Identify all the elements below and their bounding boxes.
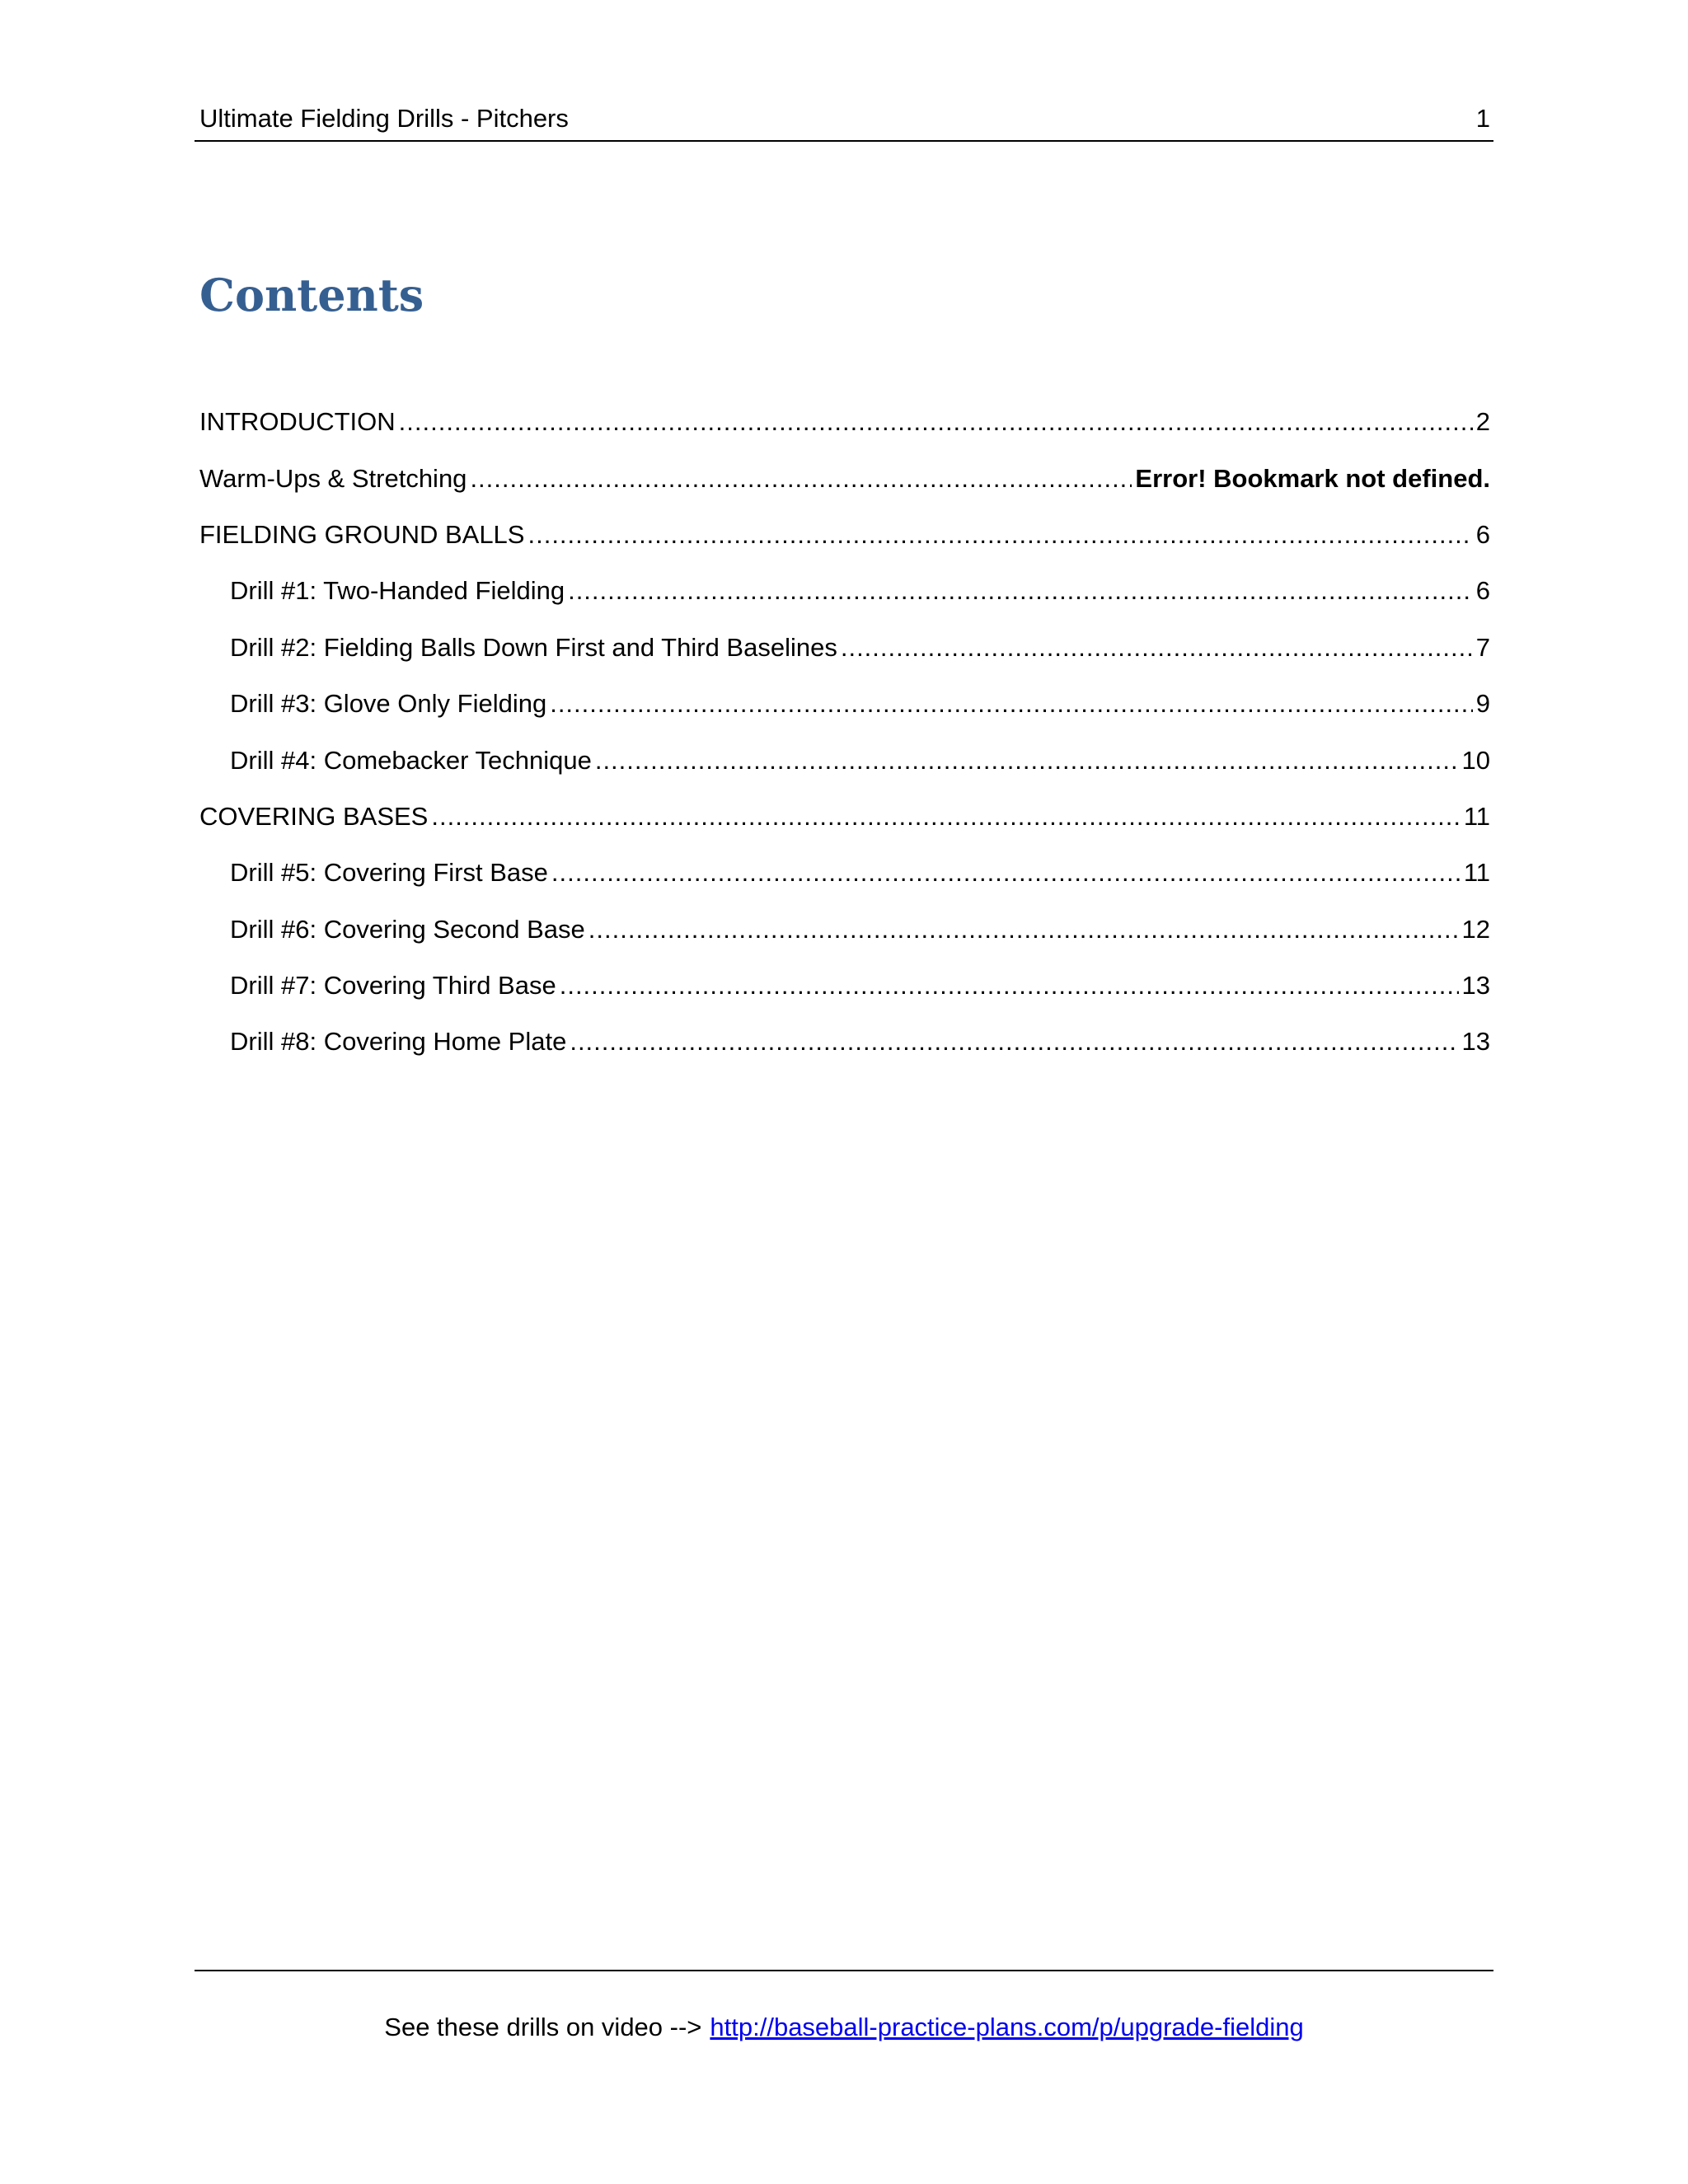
footer-line <box>195 2011 1493 2044</box>
toc-entry[interactable] <box>199 394 1490 450</box>
toc-dot-leader <box>841 631 1473 664</box>
toc-entry[interactable] <box>199 563 1490 619</box>
toc-entry-page: 13 <box>1461 971 1490 1001</box>
toc-dot-leader <box>560 969 1459 1002</box>
toc-dot-leader <box>399 405 1473 438</box>
toc-entry-label: COVERING BASES <box>199 801 429 831</box>
toc-entry[interactable] <box>199 676 1490 732</box>
header-title: Ultimate Fielding Drills - Pitchers <box>199 104 569 133</box>
toc-entry-label: Drill #3: Glove Only Fielding <box>230 689 547 719</box>
contents-heading: Contents <box>199 269 424 321</box>
footer-video-link[interactable]: http://baseball-practice-plans.com/p/upgrade-fielding <box>710 2013 1304 2041</box>
toc-entry-page: 6 <box>1475 576 1490 606</box>
toc-dot-leader <box>568 574 1473 607</box>
toc-dot-leader <box>528 518 1472 551</box>
page-footer <box>195 1970 1493 2041</box>
toc-dot-leader <box>595 744 1459 777</box>
toc-entry-label: Drill #6: Covering Second Base <box>230 914 585 944</box>
toc-entry-label: Warm-Ups & Stretching <box>199 463 467 493</box>
toc-entry-label: Drill #1: Two-Handed Fielding <box>230 576 565 606</box>
toc-entry-page: 7 <box>1475 632 1490 662</box>
toc-entry-page: 11 <box>1463 801 1490 831</box>
toc-entry[interactable] <box>199 958 1490 1014</box>
table-of-contents <box>199 394 1490 1071</box>
toc-dot-leader <box>570 1025 1458 1058</box>
toc-dot-leader <box>470 462 1132 495</box>
header-page-number: 1 <box>1475 104 1490 133</box>
toc-entry-page: 13 <box>1461 1027 1490 1057</box>
page-header <box>195 97 1493 142</box>
toc-entry-label: INTRODUCTION <box>199 407 396 437</box>
toc-dot-leader <box>550 687 1473 720</box>
toc-dot-leader <box>588 913 1459 946</box>
toc-entry-page: 6 <box>1475 519 1490 549</box>
toc-entry-page: 10 <box>1461 745 1490 775</box>
toc-entry[interactable] <box>199 450 1490 506</box>
toc-entry-label: Drill #8: Covering Home Plate <box>230 1027 567 1057</box>
toc-entry-label: Drill #4: Comebacker Technique <box>230 745 592 775</box>
toc-entry-page: 12 <box>1461 914 1490 944</box>
toc-entry[interactable] <box>199 1014 1490 1070</box>
footer-text: See these drills on video --> <box>384 2013 702 2041</box>
toc-dot-leader <box>431 800 1460 833</box>
toc-entry-page-error: Error! Bookmark not defined. <box>1135 463 1490 493</box>
toc-entry-label: Drill #7: Covering Third Base <box>230 971 556 1001</box>
toc-entry-page: 11 <box>1463 858 1490 888</box>
toc-entry[interactable] <box>199 507 1490 563</box>
toc-entry[interactable] <box>199 620 1490 676</box>
toc-entry-label: Drill #2: Fielding Balls Down First and Third Baselines <box>230 632 837 662</box>
toc-entry[interactable] <box>199 902 1490 958</box>
toc-entry[interactable] <box>199 732 1490 788</box>
toc-entry[interactable] <box>199 845 1490 901</box>
toc-entry-label: Drill #5: Covering First Base <box>230 858 548 888</box>
toc-entry[interactable] <box>199 789 1490 845</box>
toc-entry-page: 2 <box>1475 407 1490 437</box>
toc-dot-leader <box>551 856 1461 889</box>
toc-entry-label: FIELDING GROUND BALLS <box>199 519 525 549</box>
toc-entry-page: 9 <box>1475 689 1490 719</box>
